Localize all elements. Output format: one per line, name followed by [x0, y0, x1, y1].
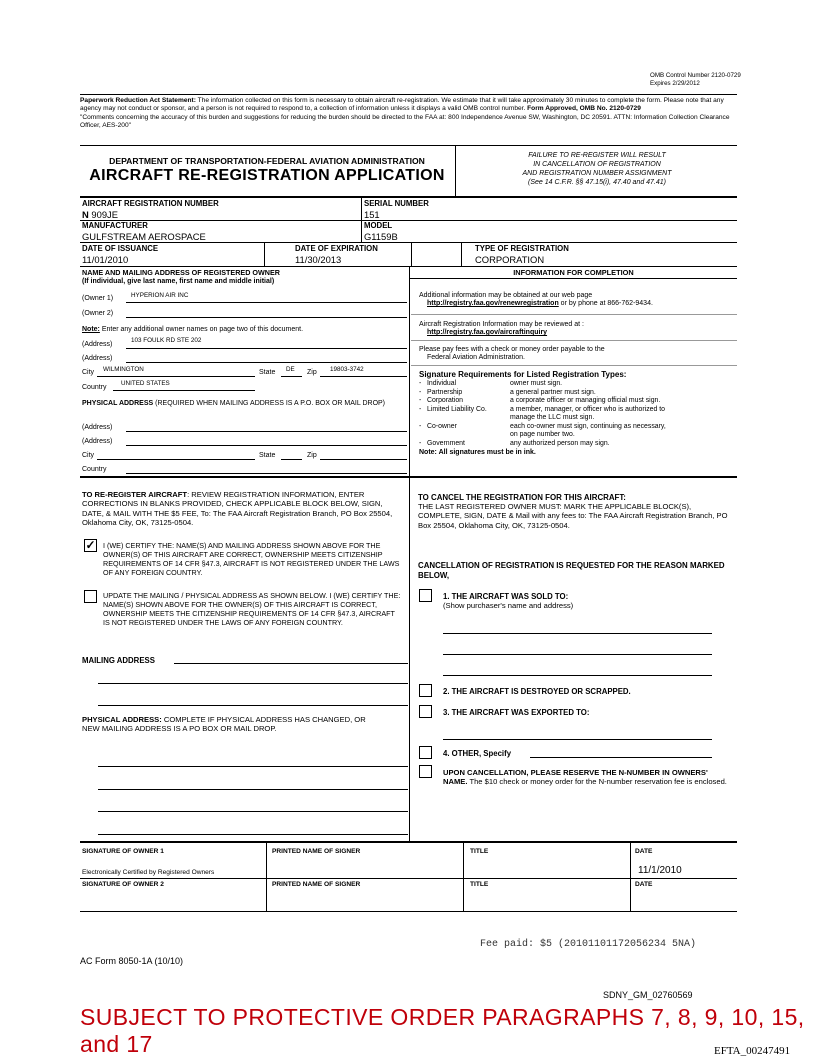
date1-label: DATE: [635, 848, 653, 855]
sig-req-row: - Partnership a general partner must sign.: [419, 388, 596, 396]
owner2-line: [126, 317, 407, 318]
reserve-heading: UPON CANCELLATION, PLEASE RESERVE THE N-NUMBER IN OWNERS' NAME.: [443, 768, 708, 787]
warning-line: AND REGISTRATION NUMBER ASSIGNMENT: [522, 170, 672, 177]
sig-req-text: on page number two.: [510, 431, 575, 438]
info-fees: [419, 346, 605, 363]
fees-line: Please pay fees with a check or money order payable to the: [419, 346, 605, 353]
date1-value: 11/1/2010: [638, 865, 682, 876]
department-name: DEPARTMENT OF TRANSPORTATION-FEDERAL AVIATION ADMINISTRATION: [109, 156, 425, 166]
omb-control: OMB Control Number 2120-0729: [650, 72, 741, 79]
cancel-heading: TO CANCEL THE REGISTRATION FOR THIS AIRCRAFT:: [418, 493, 626, 502]
reg-number-label: AIRCRAFT REGISTRATION NUMBER: [82, 199, 219, 208]
city-label: City: [82, 369, 95, 376]
divider: [361, 196, 362, 243]
address-line: [126, 348, 407, 349]
expiration-label: DATE OF EXPIRATION: [295, 244, 378, 253]
cancel-text: THE LAST REGISTERED OWNER MUST: MARK THE APPLICABLE BLOCK(S), COMPLETE, SIGN, DATE & Mail with any fees to: The FAA Aircraft Registration Branch, PO Box 25504, Oklahoma City, OK, 73125-0504.: [418, 502, 728, 530]
info-web-text: Additional information may be obtained at our web page: [419, 292, 593, 299]
title2-label: TITLE: [470, 881, 489, 888]
divider: [409, 278, 737, 279]
printed2-label: PRINTED NAME OF SIGNER: [272, 881, 361, 888]
divider: [80, 220, 737, 221]
zip-line: [320, 376, 407, 377]
physical-line: [98, 766, 408, 767]
exported-label: 3. THE AIRCRAFT WAS EXPORTED TO:: [443, 708, 590, 717]
purchaser-line: [443, 633, 712, 634]
city-line: [97, 376, 255, 377]
phys-country-label: Country: [82, 466, 107, 473]
phys-address-label: (Address): [82, 424, 113, 431]
pra-approved: Form Approved, OMB No. 2120-0729: [527, 105, 641, 113]
zip-value: 19803-3742: [330, 366, 364, 373]
reserve-text: [443, 768, 733, 787]
rereg-text: : REVIEW REGISTRATION INFORMATION, ENTER CORRECTIONS IN BLANKS PROVIDED, CHECK APPLICABLE BLOCK BELOW, SIGN, DATE, & MAIL WITH THE $5 FEE, To: The FAA Aircraft Registration Branch, PO Box 25504, Oklahoma City, OK, 73125-0504.: [82, 490, 393, 528]
form-title: AIRCRAFT RE-REGISTRATION APPLICATION: [89, 167, 445, 184]
sig-req-type: Partnership: [427, 388, 463, 396]
state-value: DE: [286, 366, 295, 373]
certify-text: I (WE) CERTIFY THE: NAME(S) AND MAILING ADDRESS SHOWN ABOVE FOR THE OWNER(S) OF THIS AIRCRAFT ARE CORRECT, OWNERSHIP MEETS CITIZENSHIP REQUIREMENTS OF 14 CFR §47.3, AIRCRAFT IS NOT REGISTERED UNDER THE LAWS OF ANY FOREIGN COUNTRY.: [103, 541, 400, 577]
sig-req-text: a general partner must sign.: [510, 388, 596, 396]
other-label: 4. OTHER, Specify: [443, 749, 512, 758]
info-phone: or by phone at 866-762-9434.: [558, 300, 653, 308]
divider: [264, 242, 265, 266]
sig-req-type: Government: [427, 439, 465, 447]
date2-label: DATE: [635, 881, 653, 888]
divider: [411, 365, 737, 366]
owner1-label: (Owner 1): [82, 295, 114, 302]
pra-heading: Paperwork Reduction Act Statement:: [80, 97, 196, 104]
bates-number: SDNY_GM_02760569: [603, 990, 693, 1000]
divider: [80, 878, 737, 879]
sold-label: 1. THE AIRCRAFT WAS SOLD TO:: [443, 592, 569, 601]
form-number: AC Form 8050-1A (10/10): [80, 956, 184, 966]
serial-value: 151: [364, 209, 380, 220]
serial-label: SERIAL NUMBER: [364, 199, 429, 208]
reg-type-label: TYPE OF REGISTRATION: [475, 244, 569, 253]
state-line: [281, 376, 302, 377]
mailing-line: [98, 683, 408, 684]
owner-note: [82, 326, 303, 334]
phys-address2-line: [126, 445, 407, 446]
sig1-label: SIGNATURE OF OWNER 1: [82, 848, 164, 855]
efta-id: EFTA_00247491: [714, 1045, 791, 1057]
other-line: [530, 757, 712, 758]
owner-heading: NAME AND MAILING ADDRESS OF REGISTERED OWNER: [82, 268, 280, 277]
registration-warning: [458, 151, 736, 187]
phys-country-line: [126, 473, 407, 474]
phys-address-line: [126, 431, 407, 432]
sig-req-row: [419, 414, 739, 423]
exported-checkbox[interactable]: [419, 705, 432, 718]
sig-req-row: - Individual owner must sign.: [419, 380, 563, 387]
sig-req-text: a corporate officer or managing official must sign.: [510, 397, 661, 404]
divider: [266, 841, 267, 911]
address2-label: (Address): [82, 355, 113, 362]
mailing-line: [174, 663, 408, 664]
divider: [80, 242, 737, 243]
reserve-note: The $10 check or money order for the N-number reservation fee is enclosed.: [467, 777, 727, 787]
phys-address2-label: (Address): [82, 438, 113, 445]
protective-order: SUBJECT TO PROTECTIVE ORDER PARAGRAPHS 7, 8, 9, 10, 15, and 17: [80, 1004, 805, 1057]
country-value: UNITED STATES: [121, 380, 170, 387]
purchaser-line: [443, 675, 712, 676]
warning-line: FAILURE TO RE-REGISTER WILL RESULT: [528, 152, 666, 159]
purchaser-line: [443, 654, 712, 655]
sig-req-type: Individual: [427, 380, 457, 387]
divider: [411, 340, 737, 341]
physical-line: [98, 834, 408, 835]
sig-req-text: each co-owner must sign, continuing as necessary,: [510, 422, 666, 430]
sig-req-type: [427, 431, 510, 440]
manufacturer-value: GULFSTREAM AEROSPACE: [82, 231, 206, 242]
paperwork-statement: [80, 97, 737, 130]
sig-req-type: Corporation: [427, 397, 464, 404]
sig-req-row: [419, 431, 739, 440]
owner1-value: HYPERION AIR INC: [131, 292, 189, 299]
physical-line: [98, 811, 408, 812]
model-label: MODEL: [364, 221, 393, 230]
phys-zip-line: [320, 459, 407, 460]
physical-line: [98, 789, 408, 790]
divider: [409, 266, 410, 477]
model-value: G1159B: [364, 231, 398, 242]
sig-req-text: a member, manager, or officer who is authorized to: [510, 405, 665, 413]
phys-state-label: State: [259, 452, 276, 459]
state-label: State: [259, 369, 276, 376]
city-value: WILMINGTON: [103, 366, 144, 373]
sold-checkbox[interactable]: [419, 589, 432, 602]
other-checkbox[interactable]: [419, 746, 432, 759]
sig-req-text: any authorized person may sign.: [510, 439, 610, 447]
sig-req-heading: Signature Requirements for Listed Registration Types:: [419, 370, 627, 379]
issue-date-label: DATE OF ISSUANCE: [82, 244, 159, 253]
title1-label: TITLE: [470, 848, 489, 855]
sig-req-text: manage the LLC must sign.: [510, 414, 595, 421]
physical-address-note: [82, 715, 372, 734]
reg-value: 909JE: [91, 209, 118, 220]
sig-req-row: - Government any authorized person may sign.: [419, 439, 610, 447]
owner2-label: (Owner 2): [82, 310, 114, 317]
sig-req-list: [419, 380, 739, 448]
reg-prefix: N: [82, 209, 89, 220]
destroyed-checkbox[interactable]: [419, 684, 432, 697]
divider: [80, 196, 737, 198]
reg-type-value: CORPORATION: [475, 254, 545, 265]
phys-zip-label: Zip: [307, 452, 317, 459]
update-checkbox[interactable]: [84, 590, 97, 603]
fee-paid: Fee paid: $5 (20101101172056234 5NA): [480, 939, 697, 950]
phys-heading: PHYSICAL ADDRESS: [82, 400, 154, 407]
printed1-label: PRINTED NAME OF SIGNER: [272, 848, 361, 855]
physical-address-heading: [82, 399, 404, 408]
divider: [411, 242, 412, 266]
update-text: UPDATE THE MAILING / PHYSICAL ADDRESS AS SHOWN BELOW. I (WE) CERTIFY THE: NAME(S) SHOWN ABOVE FOR THE OWNER(S) OF THIS AIRCRAFT IS CORRECT, OWNERSHIP MEETS THE CITIZENSHIP REQUIREMENTS OF 14 CFR §47.3, AIRCRAFT IS NOT REGISTERED UNDER THE LAWS OF ANY FOREIGN COUNTRY.: [103, 591, 401, 627]
country-label: Country: [82, 384, 107, 391]
expiration-value: 11/30/2013: [295, 254, 342, 265]
mailing-line: [98, 705, 408, 706]
divider: [461, 242, 462, 266]
divider: [455, 145, 456, 196]
sig-req-row: - Corporation a corporate officer or managing official must sign.: [419, 397, 661, 404]
note-label: Note:: [82, 326, 100, 333]
physical-heading: PHYSICAL ADDRESS:: [82, 715, 162, 724]
divider: [80, 841, 737, 843]
phys-city-label: City: [82, 452, 95, 459]
info-web: [419, 292, 737, 309]
address2-line: [126, 362, 407, 363]
cancel-reason: CANCELLATION OF REGISTRATION IS REQUESTED FOR THE REASON MARKED BELOW,: [418, 561, 725, 580]
address-value: 103 FOULK RD STE 202: [131, 337, 202, 344]
exported-line: [443, 739, 712, 740]
divider: [409, 476, 410, 841]
owner-sub: (If individual, give last name, first name and middle initial): [82, 278, 275, 285]
omb-block: [650, 72, 741, 88]
sig-req-row: - Co-owner each co-owner must sign, continuing as necessary,: [419, 422, 666, 430]
info-inquiry: [419, 321, 584, 338]
divider: [80, 145, 737, 146]
omb-expires: Expires 2/29/2012: [650, 80, 700, 87]
sig-req-type: Co-owner: [427, 422, 457, 430]
sig-req-type: [427, 414, 510, 423]
fees-line: Federal Aviation Administration.: [427, 354, 525, 362]
issue-date-value: 11/01/2010: [82, 254, 129, 265]
mailing-address-label: MAILING ADDRESS: [82, 656, 155, 665]
country-line: [113, 390, 255, 391]
rereg-heading: TO RE-REGISTER AIRCRAFT: [82, 490, 188, 499]
certify-checkbox[interactable]: ✓: [85, 538, 96, 552]
info-heading: INFORMATION FOR COMPLETION: [513, 268, 634, 277]
divider: [80, 911, 737, 912]
pra-text: The information collected on this form is necessary to obtain aircraft re-registration. We estimate that it will take approximately 30 minutes to complete the form. Please note that any agency may not conduct or sponsor, and a person is not required to respond to, a collection of information unless it displays a valid OMB control number.: [80, 97, 724, 113]
rereg-instructions: [82, 490, 406, 528]
warning-line: IN CANCELLATION OF REGISTRATION: [533, 161, 661, 168]
manufacturer-label: MANUFACTURER: [82, 221, 148, 230]
divider: [411, 314, 737, 315]
divider: [463, 841, 464, 911]
info-inquiry-text: Aircraft Registration Information may be reviewed at :: [419, 321, 584, 328]
zip-label: Zip: [307, 369, 317, 376]
phys-city-line: [97, 459, 255, 460]
address-label: (Address): [82, 341, 113, 348]
certified-note: Electronically Certified by Registered Owners: [82, 869, 215, 876]
renew-link[interactable]: http://registry.faa.gov/renewregistration: [427, 300, 559, 308]
owner1-line: [126, 302, 407, 303]
sold-sub: (Show purchaser's name and address): [443, 601, 574, 610]
destroyed-label: 2. THE AIRCRAFT IS DESTROYED OR SCRAPPED.: [443, 687, 631, 696]
sig-req-row: - Limited Liability Co. a member, manager, or officer who is authorized to: [419, 405, 665, 413]
inquiry-link[interactable]: http://registry.faa.gov/aircraftinquiry: [427, 329, 548, 337]
sig2-label: SIGNATURE OF OWNER 2: [82, 881, 164, 888]
reg-number-value: [82, 209, 118, 220]
reserve-checkbox[interactable]: [419, 765, 432, 778]
divider: [630, 841, 631, 911]
sig-req-text: owner must sign.: [510, 380, 563, 387]
ink-note: Note: All signatures must be in ink.: [419, 449, 536, 456]
pra-comments: "Comments concerning the accuracy of this burden and suggestions for reducing the burden should be directed to the FAA at: 800 Independence Avenue SW, Washington, DC 20591. ATTN: Information Collection Clearance Officer, AES-200": [80, 113, 730, 129]
physical-text: COMPLETE IF PHYSICAL ADDRESS HAS CHANGED, OR NEW MAILING ADDRESS IS A PO BOX OR MAIL DROP.: [82, 715, 366, 734]
note-text: Enter any additional owner names on page two of this document.: [99, 326, 304, 333]
phys-state-line: [281, 459, 302, 460]
divider: [80, 94, 737, 95]
sig-req-type: Limited Liability Co.: [427, 405, 487, 413]
warning-line: (See 14 C.F.R. §§ 47.15(i), 47.40 and 47.41): [527, 179, 666, 186]
phys-text: (REQUIRED WHEN MAILING ADDRESS IS A P.O. BOX OR MAIL DROP): [153, 400, 386, 407]
